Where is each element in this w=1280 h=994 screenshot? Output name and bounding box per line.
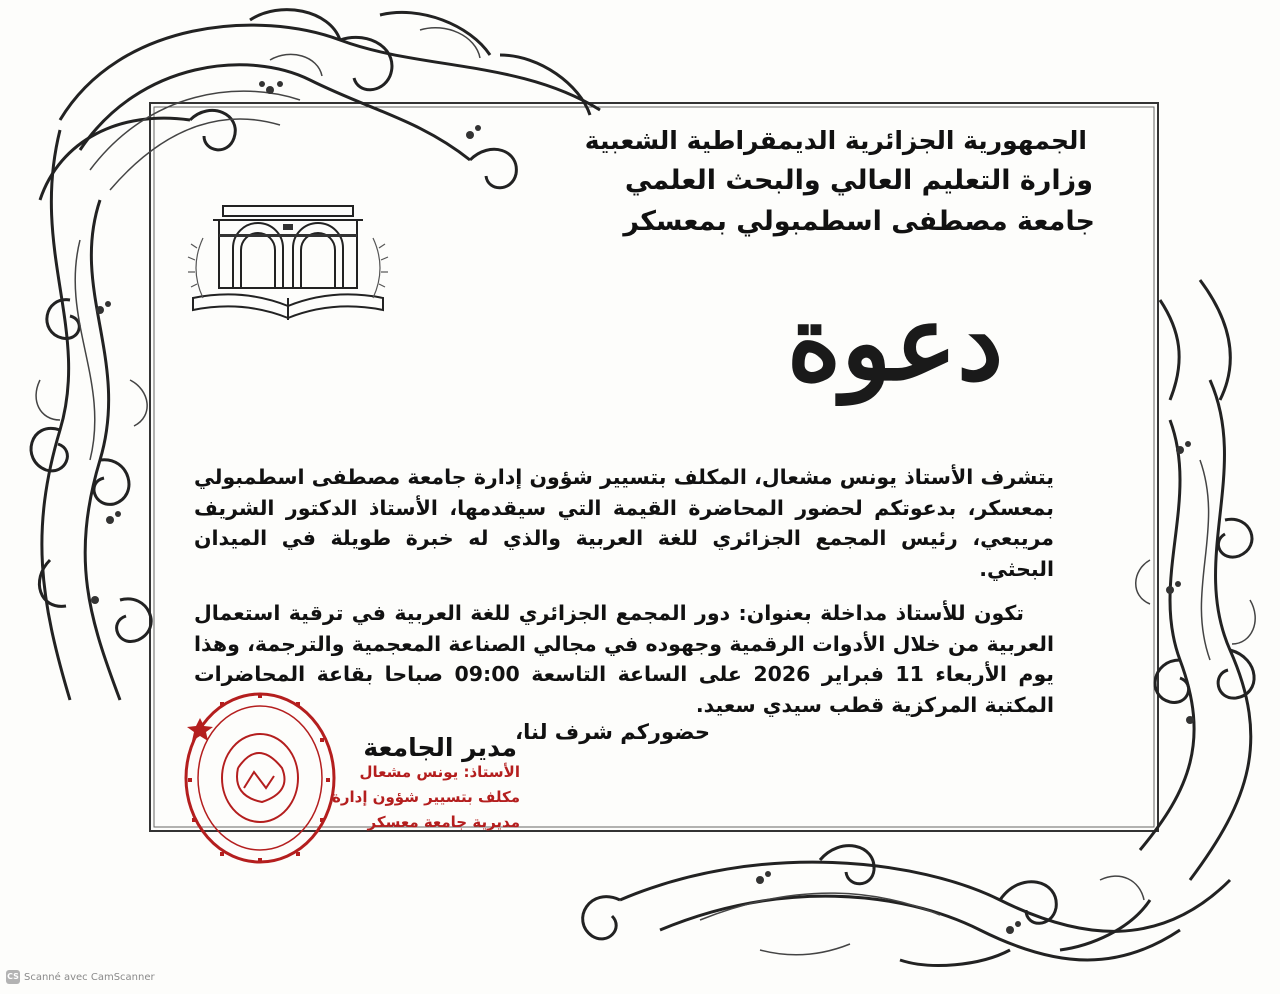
invitation-title: دعوة	[786, 281, 1004, 404]
stamp-line: الأستاذ: يونس مشعال	[359, 763, 520, 781]
scanner-watermark	[6, 970, 155, 984]
letterhead	[495, 128, 1095, 235]
university-logo	[183, 198, 393, 328]
camscanner-icon: CS	[6, 970, 20, 984]
body-paragraph: يتشرف الأستاذ يونس مشعال، المكلف بتسيير شؤون إدارة جامعة مصطفى اسطمبولي بمعسكر، بدعوتكم لحضور المحاضرة القيمة التي سيقدمها، الأستاذ الدكتور الشريف مريبعي، رئيس المجمع الجزائري للغة العربية والذي له خبرة طويلة في الميدان البحثي.	[194, 465, 1054, 581]
university-name: جامعة مصطفى اسطمبولي بمعسكر	[623, 206, 1095, 237]
invitation-body	[194, 462, 1054, 720]
stamp-line: مديرية جامعة معسكر	[367, 813, 520, 831]
stamp-line: مكلف بتسيير شؤون إدارة	[331, 788, 520, 806]
signature-title: مدير الجامعة	[363, 733, 517, 762]
ministry-name: وزارة التعليم العالي والبحث العلمي	[624, 165, 1093, 196]
republic-name: الجمهورية الجزائرية الديمقراطية الشعبية	[584, 126, 1087, 155]
body-paragraph: تكون للأستاذ مداخلة بعنوان: دور المجمع الجزائري للغة العربية في ترقية استعمال العربية من خلال الأدوات الرقمية وجهوده في مجالي الصناعة المعجمية والترجمة، وهذا يوم الأربعاء 11 فبراير 2026 على الساعة التاسعة 09:00 صباحا بقاعة المحاضرات المكتبة المركزية قطب سيدي سعيد.	[194, 601, 1055, 717]
signature-stamp-text	[330, 760, 520, 835]
official-seal	[180, 688, 340, 868]
watermark-text: Scanné avec CamScanner	[24, 971, 155, 983]
closing-line: حضوركم شرف لنا،	[515, 720, 710, 744]
